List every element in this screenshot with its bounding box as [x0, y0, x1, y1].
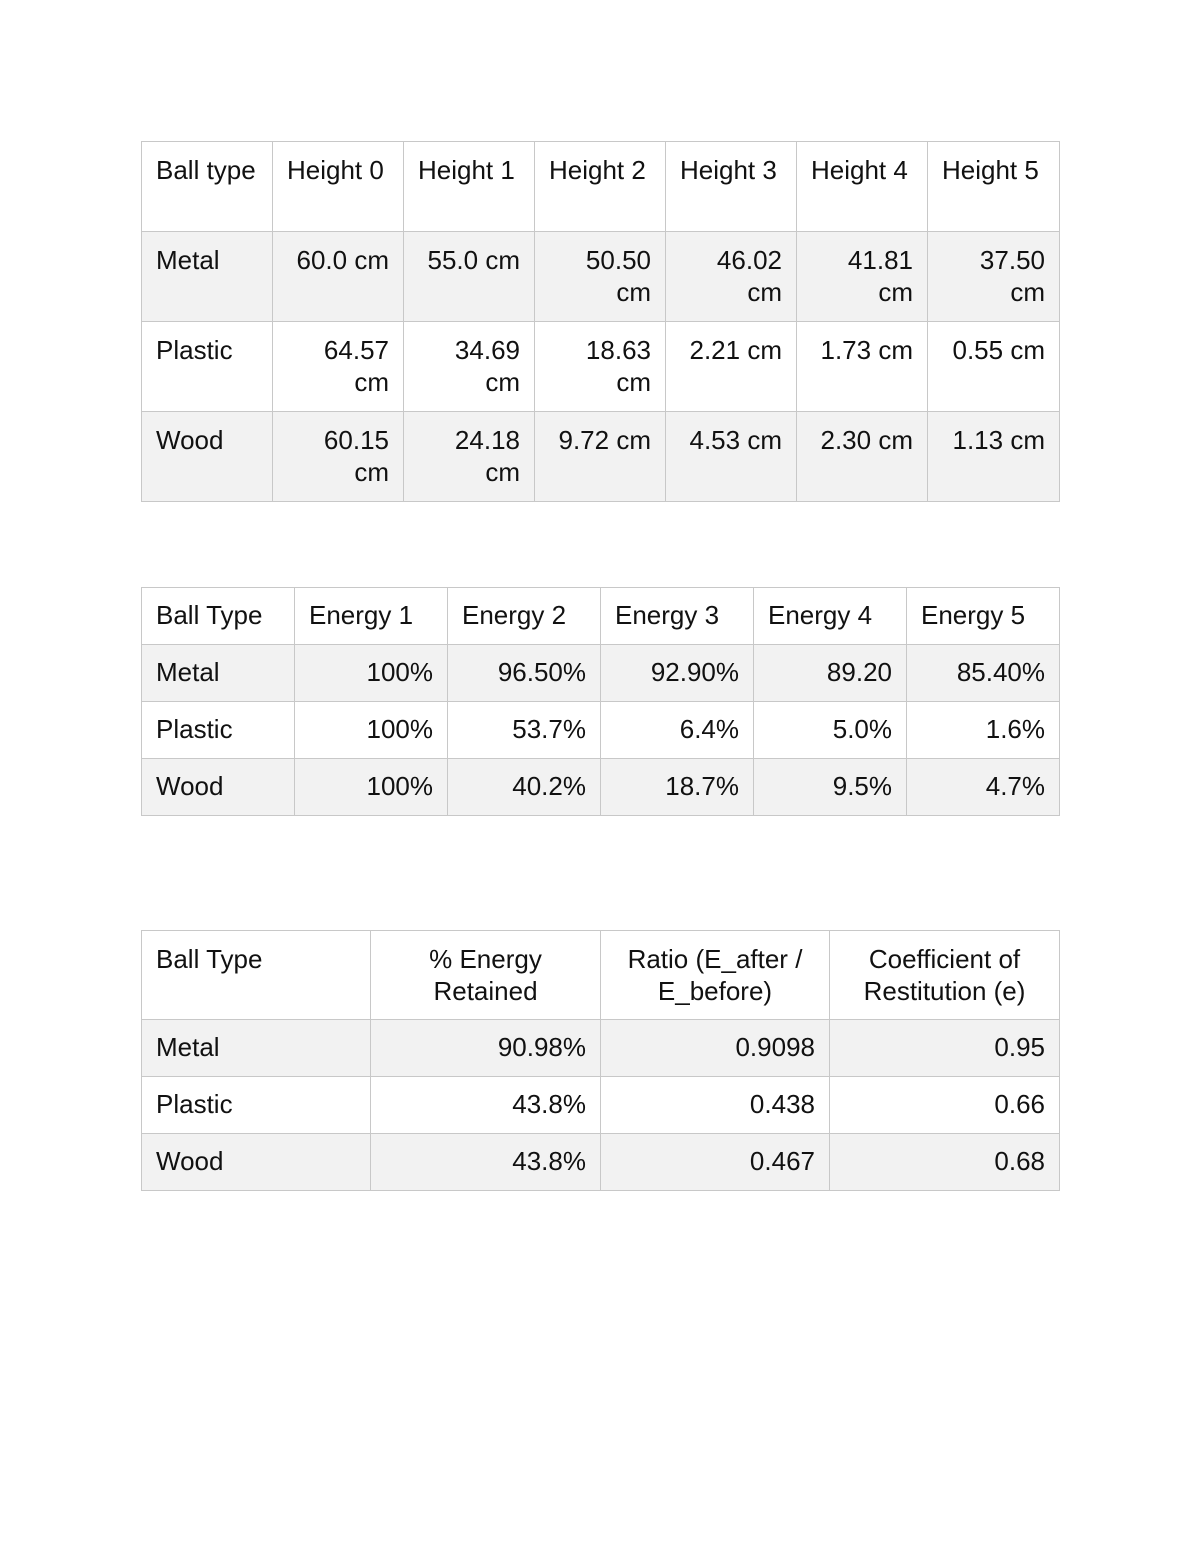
table-cell: 34.69 cm: [404, 322, 535, 412]
table-cell: 64.57 cm: [273, 322, 404, 412]
table-cell: 0.9098: [601, 1020, 830, 1077]
header-cell: Ball type: [142, 142, 273, 232]
header-cell: Ball Type: [142, 931, 371, 1020]
header-cell: % Energy Retained: [371, 931, 601, 1020]
table-cell: 4.7%: [907, 759, 1060, 816]
table-cell: 50.50 cm: [535, 232, 666, 322]
table-cell: 37.50 cm: [928, 232, 1060, 322]
row-label: Plastic: [142, 1077, 371, 1134]
table-cell: 0.68: [830, 1134, 1060, 1191]
row-label: Metal: [142, 1020, 371, 1077]
table-cell: 0.55 cm: [928, 322, 1060, 412]
header-cell: Height 5: [928, 142, 1060, 232]
table-cell: 92.90%: [601, 645, 754, 702]
header-cell: Ball Type: [142, 588, 295, 645]
table-cell: 96.50%: [448, 645, 601, 702]
table-cell: 43.8%: [371, 1077, 601, 1134]
row-label: Wood: [142, 1134, 371, 1191]
header-cell: Height 4: [797, 142, 928, 232]
table-row: [142, 412, 1060, 502]
header-cell: Ratio (E_after / E_before): [601, 931, 830, 1020]
header-cell: Height 2: [535, 142, 666, 232]
row-label: Metal: [142, 232, 273, 322]
table-cell: 5.0%: [754, 702, 907, 759]
table-cell: 100%: [295, 702, 448, 759]
table-row: [142, 322, 1060, 412]
header-cell: Height 3: [666, 142, 797, 232]
header-cell: Energy 5: [907, 588, 1060, 645]
table-cell: 100%: [295, 645, 448, 702]
table-cell: 0.66: [830, 1077, 1060, 1134]
header-cell: Coefficient of Restitution (e): [830, 931, 1060, 1020]
table-cell: 9.5%: [754, 759, 907, 816]
table-row: [142, 645, 1060, 702]
table-cell: 41.81 cm: [797, 232, 928, 322]
table-cell: 90.98%: [371, 1020, 601, 1077]
table-cell: 100%: [295, 759, 448, 816]
table-header-row: [142, 142, 1060, 232]
header-cell: Energy 3: [601, 588, 754, 645]
table-row: [142, 759, 1060, 816]
table-cell: 89.20: [754, 645, 907, 702]
table-cell: 4.53 cm: [666, 412, 797, 502]
table-cell: 0.467: [601, 1134, 830, 1191]
height-table: [141, 141, 1060, 502]
header-cell: Energy 4: [754, 588, 907, 645]
restitution-table: [141, 930, 1060, 1191]
table-cell: 85.40%: [907, 645, 1060, 702]
table-row: [142, 232, 1060, 322]
table-cell: 18.63 cm: [535, 322, 666, 412]
row-label: Wood: [142, 412, 273, 502]
table-row: [142, 702, 1060, 759]
table-cell: 2.30 cm: [797, 412, 928, 502]
table-cell: 46.02 cm: [666, 232, 797, 322]
table-cell: 24.18 cm: [404, 412, 535, 502]
table-cell: 53.7%: [448, 702, 601, 759]
row-label: Wood: [142, 759, 295, 816]
table-cell: 60.15 cm: [273, 412, 404, 502]
header-cell: Height 1: [404, 142, 535, 232]
table-header-row: [142, 931, 1060, 1020]
table-cell: 1.13 cm: [928, 412, 1060, 502]
table-row: [142, 1134, 1060, 1191]
table-cell: 6.4%: [601, 702, 754, 759]
table-cell: 55.0 cm: [404, 232, 535, 322]
table-cell: 0.95: [830, 1020, 1060, 1077]
energy-table: [141, 587, 1060, 816]
table-header-row: [142, 588, 1060, 645]
table-cell: 0.438: [601, 1077, 830, 1134]
table-cell: 9.72 cm: [535, 412, 666, 502]
table-cell: 18.7%: [601, 759, 754, 816]
header-cell: Energy 1: [295, 588, 448, 645]
header-cell: Energy 2: [448, 588, 601, 645]
table-cell: 1.6%: [907, 702, 1060, 759]
table-cell: 60.0 cm: [273, 232, 404, 322]
row-label: Metal: [142, 645, 295, 702]
row-label: Plastic: [142, 702, 295, 759]
table-row: [142, 1077, 1060, 1134]
header-cell: Height 0: [273, 142, 404, 232]
table-cell: 40.2%: [448, 759, 601, 816]
table-cell: 43.8%: [371, 1134, 601, 1191]
table-cell: 1.73 cm: [797, 322, 928, 412]
table-row: [142, 1020, 1060, 1077]
row-label: Plastic: [142, 322, 273, 412]
table-cell: 2.21 cm: [666, 322, 797, 412]
